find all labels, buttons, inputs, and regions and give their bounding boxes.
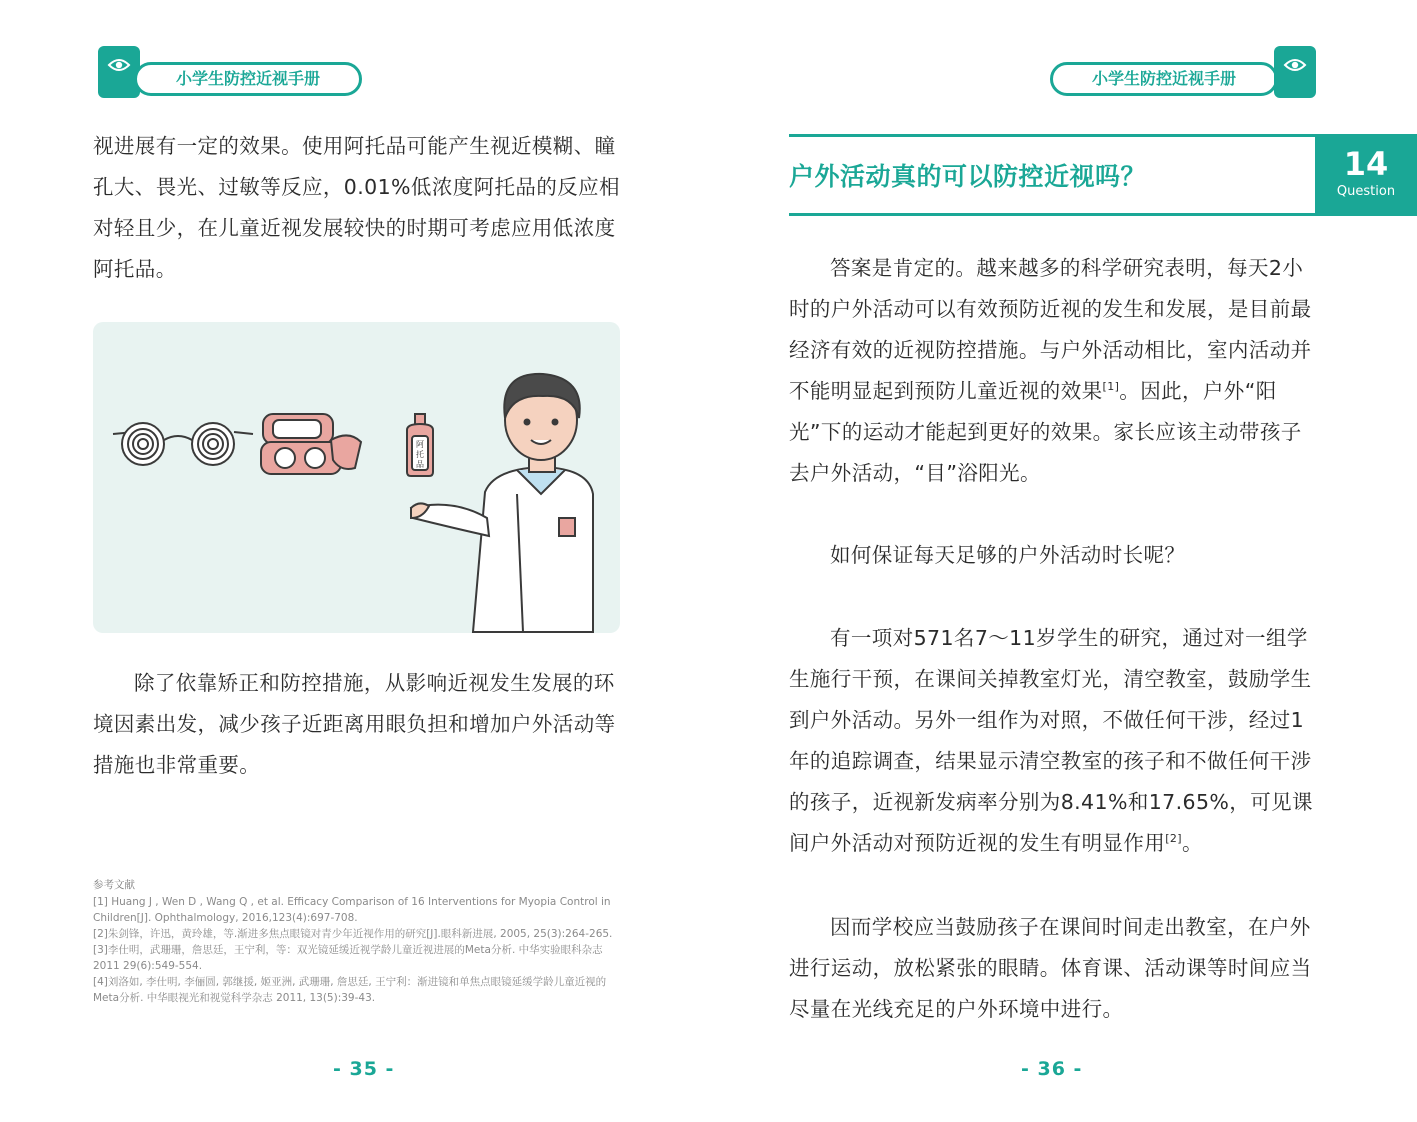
doctor-icon: [411, 374, 593, 632]
reference-item: [3]李仕明，武珊珊，詹思廷，王宁利，等：双光镜延缓近视学龄儿童近视进展的Meta分析. 中华实验眼科杂志 2011 29(6):549-554.: [93, 944, 603, 972]
paragraph-3: [789, 618, 1317, 864]
page-number: - 36 -: [1021, 1058, 1083, 1080]
reference-item: [1] Huang J , Wen D , Wang Q , et al. Efficacy Comparison of 16 Interventions for Myopia Control in Children[J]. Ophthalmology, 2016,123(4):697-708.: [93, 896, 611, 924]
book-header-tab: [1048, 46, 1318, 98]
glasses-icon: [113, 423, 253, 465]
question-number: 14: [1343, 145, 1389, 183]
references-title: 参考文献: [93, 879, 135, 891]
reference-item: [4]刘洛如, 李仕明, 李俪圆, 郭继援, 姬亚洲, 武珊珊, 詹思廷, 王宁利：渐进镜和单焦点眼镜延缓学龄儿童近视的Meta分析. 中华眼视光和视觉科学杂志 2011, 13(5):39-43.: [93, 976, 607, 1004]
eye-icon-box: [1274, 46, 1316, 98]
paragraph-3-part-b: 。: [1182, 831, 1203, 855]
paragraph-1-part-b: 。因此，户外“阳光”下的运动才能起到更好的效果。家长应该主动带孩子去户外活动，“目”浴阳光。: [789, 379, 1302, 485]
question-title-bar: [789, 134, 1315, 216]
paragraph-1-part-a: 答案是肯定的。越来越多的科学研究表明，每天2小时的户外活动可以有效预防近视的发生和发展，是目前最经济有效的近视防控措施。与户外活动相比，室内活动并不能明显起到预防儿童近视的效果: [789, 256, 1312, 403]
lens-case-icon: [261, 414, 361, 474]
book-title: 小学生防控近视手册: [1050, 62, 1278, 96]
paragraph-4-text: 因而学校应当鼓励孩子在课间时间走出教室，在户外进行运动，放松紧张的眼睛。体育课、活动课等时间应当尽量在光线充足的户外环境中进行。: [789, 915, 1312, 1021]
illustration: [93, 322, 620, 633]
eye-icon-box: [98, 46, 140, 98]
reference-item: [2]朱剑锋，许迅，黄玲雄，等.渐进多焦点眼镜对青少年近视作用的研究[J].眼科新进展, 2005, 25(3):264-265.: [93, 928, 613, 940]
page-number: - 35 -: [333, 1058, 395, 1080]
paragraph-3-part-a: 有一项对571名7～11岁学生的研究，通过对一组学生施行干预，在课间关掉教室灯光，清空教室，鼓励学生到户外活动。另外一组作为对照，不做任何干涉，经过1年的追踪调查，结果显示清空教室的孩子和不做任何干涉的孩子，近视新发病率分别为8.41%和17.65%，可见课间户外活动对预防近视的发生有明显作用: [789, 626, 1313, 855]
top-paragraph: [93, 126, 623, 290]
paragraph-1: [789, 248, 1317, 494]
right-page: [708, 0, 1417, 1122]
book-title: 小学生防控近视手册: [134, 62, 362, 96]
citation-1: [1]: [1102, 380, 1120, 394]
paragraph-4: [789, 907, 1317, 1030]
eye-icon: [1283, 57, 1307, 73]
paragraph-3-text: [789, 618, 1317, 864]
illustration-panel: [93, 322, 620, 633]
bottle-icon: [407, 414, 433, 476]
citation-2: [2]: [1165, 832, 1182, 846]
question-label: Question: [1336, 184, 1396, 199]
paragraph-2: [789, 535, 1317, 576]
eye-icon: [107, 57, 131, 73]
top-paragraph-text: 视进展有一定的效果。使用阿托品可能产生视近模糊、瞳孔大、畏光、过敏等反应，0.01%低浓度阿托品的反应相对轻且少，在儿童近视发展较快的时期可考虑应用低浓度阿托品。: [93, 134, 620, 281]
svg-text:托: 托: [416, 450, 424, 459]
bottom-paragraph-text: 除了依靠矫正和防控措施，从影响近视发生发展的环境因素出发，减少孩子近距离用眼负担和增加户外活动等措施也非常重要。: [93, 671, 616, 777]
left-page: [0, 0, 708, 1122]
paragraph-2-text: 如何保证每天足够的户外活动时长呢？: [830, 543, 1186, 567]
paragraph-1-text: [789, 248, 1317, 494]
book-header-tab: [98, 46, 368, 98]
question-badge: [1315, 134, 1417, 216]
question-title: 户外活动真的可以防控近视吗？: [789, 162, 1147, 191]
svg-text:阿: 阿: [416, 440, 424, 449]
svg-text:品: 品: [416, 460, 424, 469]
bottom-paragraph: [93, 663, 623, 786]
references: [93, 877, 623, 1006]
